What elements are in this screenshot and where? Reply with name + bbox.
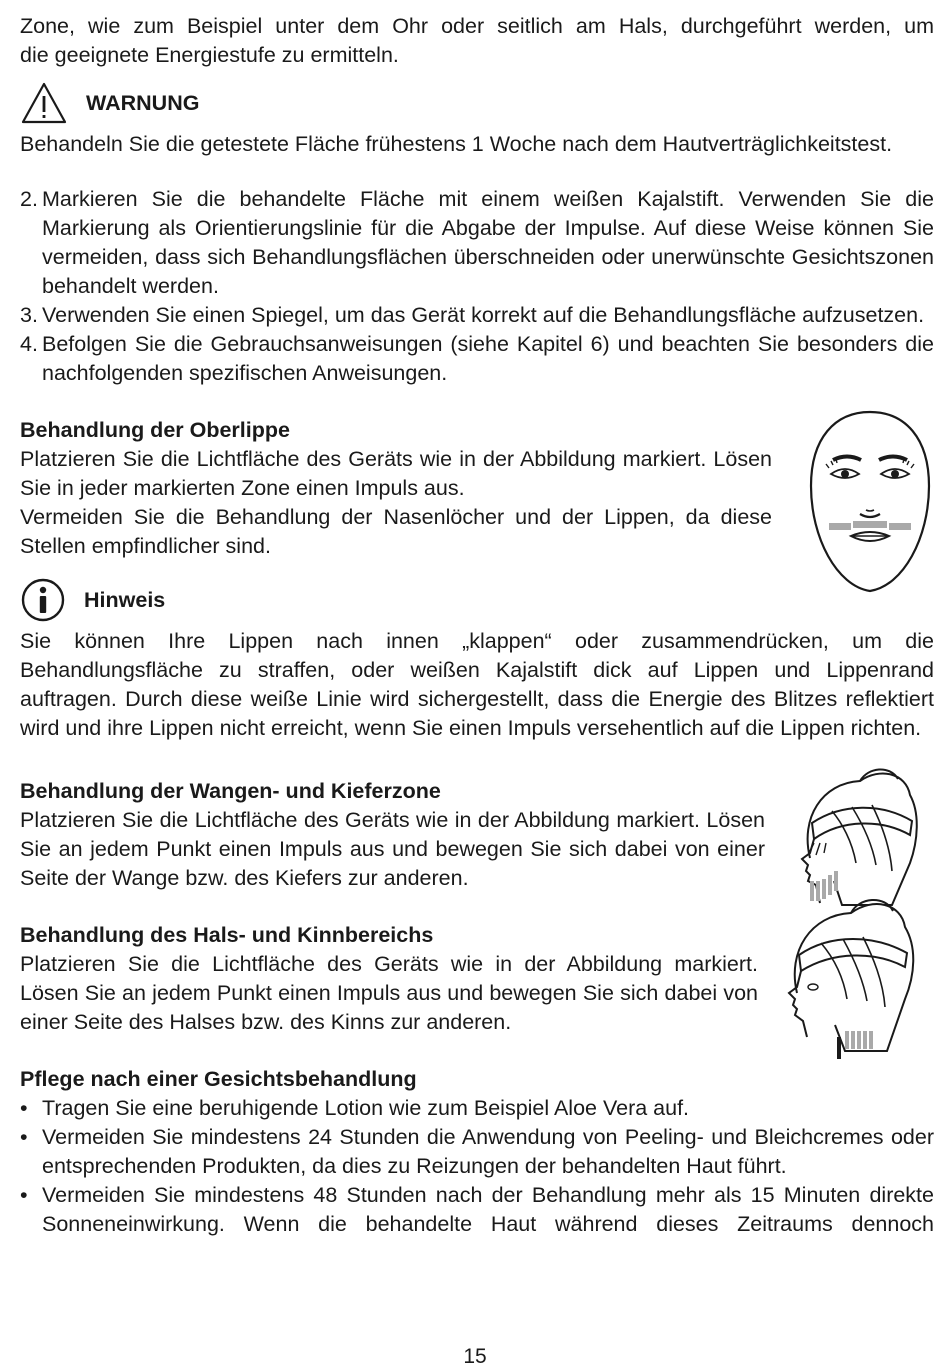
manual-page: [20, 12, 934, 1239]
bullet: •: [20, 1125, 28, 1149]
step-item-3: [20, 301, 934, 330]
warning-label: WARNUNG: [86, 90, 200, 115]
care-item-1: [20, 1094, 934, 1123]
care-item-text: Tragen Sie eine beruhigende Lotion wie zum Beispiel Aloe Vera auf.: [42, 1096, 690, 1120]
note-label: Hinweis: [84, 587, 166, 612]
step-number: 3.: [20, 303, 38, 327]
page-number: 15: [463, 1345, 487, 1368]
care-item-text: Vermeiden Sie mindestens 48 Stunden nach der Behandlung mehr als 15 Minuten direkte Sonneneinwirkung. Wenn die behandelte Haut während dieses Zeitraums dennoch: [42, 1183, 934, 1236]
step-item-2: [20, 185, 934, 301]
care-title: Pflege nach einer Gesichtsbehandlung: [20, 1067, 417, 1091]
bullet: •: [20, 1183, 28, 1207]
warning-text: Behandeln Sie die getestete Fläche frühestens 1 Woche nach dem Hautverträglichkeitstest.: [20, 132, 893, 156]
care-section: [20, 1065, 934, 1239]
care-item-text: Vermeiden Sie mindestens 24 Stunden die Anwendung von Peeling- und Bleichcremes oder entsprechenden Produkten, da dies zu Reizungen der behandelten Haut führt.: [42, 1125, 934, 1178]
step-text: Befolgen Sie die Gebrauchsanweisungen (siehe Kapitel 6) und beachten Sie besonders die nachfolgenden spezifischen Anweisungen.: [42, 332, 934, 385]
info-icon: [20, 577, 66, 623]
steps-list: [20, 185, 934, 388]
bullet: •: [20, 1096, 28, 1120]
care-item-2: [20, 1123, 934, 1181]
intro-line-1: Zone, wie zum Beispiel unter dem Ohr oder seitlich am Hals, durchgeführt werden, um: [20, 14, 934, 38]
step-text: Markieren Sie die behandelte Fläche mit einem weißen Kajalstift. Verwenden Sie die Markierung als Orientierungslinie für die Abgabe der Impulse. Auf diese Weise können Sie vermeiden, dass sich Behandlungsflächen überschneiden oder unerwünschte Gesichtszonen behandelt werden.: [42, 187, 934, 298]
cheek-text: Platzieren Sie die Lichtfläche des Geräts wie in der Abbildung markiert. Lösen Sie an jedem Punkt einen Impuls aus und bewegen Sie sich dabei von einer Seite der Wange bzw. des Kiefers zur anderen.: [20, 808, 765, 890]
upper-lip-section: [20, 416, 934, 561]
upper-lip-title: Behandlung der Oberlippe: [20, 418, 290, 442]
warning-callout: [20, 78, 934, 128]
cheek-section: [20, 777, 934, 893]
step-item-4: [20, 330, 934, 388]
upper-lip-paragraph-2: Vermeiden Sie die Behandlung der Nasenlöcher und der Lippen, da diese Stellen empfindlicher sind.: [20, 505, 772, 558]
cheek-title: Behandlung der Wangen- und Kieferzone: [20, 779, 441, 803]
warning-triangle-icon: [20, 81, 68, 125]
head-profile-neck-figure: [765, 891, 930, 1071]
step-number: 2.: [20, 187, 38, 211]
upper-lip-paragraph-1: Platzieren Sie die Lichtfläche des Geräts wie in der Abbildung markiert. Lösen Sie in jeder markierten Zone einen Impuls aus.: [20, 447, 772, 500]
step-text: Verwenden Sie einen Spiegel, um das Gerät korrekt auf die Behandlungsfläche aufzusetzen.: [42, 303, 925, 327]
step-number: 4.: [20, 332, 38, 356]
neck-title: Behandlung des Hals- und Kinnbereichs: [20, 923, 434, 947]
neck-section: [20, 921, 934, 1037]
neck-text: Platzieren Sie die Lichtfläche des Geräts wie in der Abbildung markiert. Lösen Sie an jedem Punkt einen Impuls aus und bewegen Sie sich dabei von einer Seite des Halses bzw. des Kinns zur anderen.: [20, 952, 758, 1034]
care-item-3: [20, 1181, 934, 1239]
note-text: Sie können Ihre Lippen nach innen „klappen“ oder zusammendrücken, um die Behandlungsfläche zu straffen, oder weißen Kajalstift dick auf Lippen und Lippenrand auftragen. Durch diese weiße Linie wird sichergestellt, dass die Energie des Blitzes reflektiert wird und ihre Lippen nicht erreicht, wenn Sie einen Impuls versehentlich auf die Lippen richten.: [20, 629, 934, 740]
intro-line-2: die geeignete Energiestufe zu ermitteln.: [20, 43, 399, 67]
face-front-upper-lip-figure: [805, 408, 935, 598]
note-callout: [20, 575, 934, 625]
